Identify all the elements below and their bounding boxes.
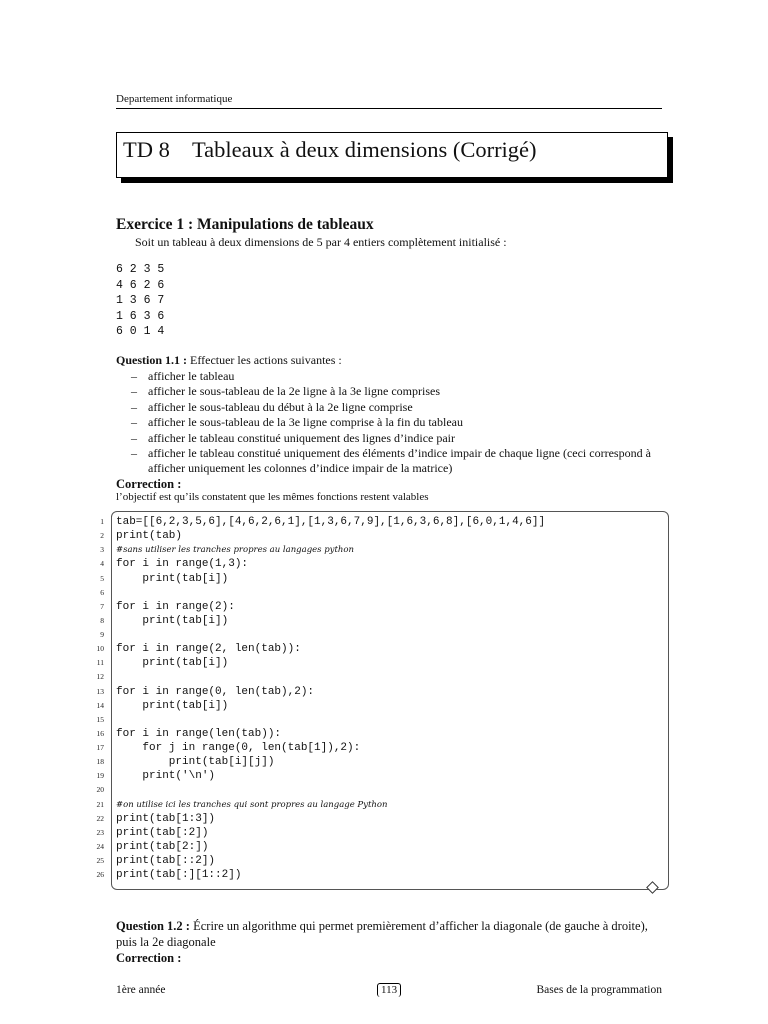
code-comment: #on utilise ici les tranches qui sont propres au langage Python (116, 799, 388, 810)
code-text: print(tab[:2]) (116, 826, 209, 839)
question-1-2 (116, 919, 666, 950)
line-number: 25 (96, 856, 104, 865)
matrix-row: 6 2 3 5 (116, 263, 165, 276)
header-department: Departement informatique (116, 93, 233, 105)
code-text: print(tab[:][1::2]) (116, 869, 242, 882)
line-number: 12 (96, 672, 104, 682)
line-number: 16 (96, 728, 104, 738)
code-text: print(tab[i]) (116, 614, 229, 627)
code-text: for i in range(0, len(tab),2): (116, 685, 315, 698)
line-number: 6 (100, 587, 104, 597)
list-item: – afficher le tableau constitué uniquement des éléments d’indice impair de chaque ligne (ceci correspond à afficher uniquement les colonnes d’indice impair de la matrice) (131, 446, 671, 477)
code-text: print(tab[i][j]) (116, 756, 275, 769)
line-number: 19 (96, 771, 104, 781)
question-1-1 (116, 353, 342, 368)
code-text: print(tab[2:]) (116, 840, 209, 853)
matrix-row: 6 0 1 4 (116, 325, 165, 338)
correction-1-2-label: Correction : (116, 951, 182, 965)
exercise-title: Exercice 1 : Manipulations de tableaux (116, 216, 374, 233)
line-number: 20 (96, 785, 104, 795)
code-text: for i in range(2, len(tab)): (116, 643, 301, 656)
line-number: 13 (96, 686, 104, 696)
question-1-1-label: Question 1.1 : (116, 353, 188, 367)
line-number: 5 (100, 573, 104, 583)
list-item: – afficher le sous-tableau de la 3e ligne comprise à la fin du tableau (131, 415, 671, 430)
code-text: for j in range(0, len(tab[1]),2): (116, 742, 361, 754)
list-item: – afficher le sous-tableau de la 2e ligne à la 3e ligne comprises (131, 384, 671, 399)
line-number: 10 (96, 644, 104, 654)
question-1-2-text: Écrire un algorithme qui permet premièrement d’afficher la diagonale (de gauche à droite), puis la 2e diagonale (116, 919, 648, 949)
code-text: print(tab) (116, 530, 183, 543)
footer-course: Bases de la programmation (536, 984, 662, 996)
code-text: print(tab[i]) (116, 657, 229, 670)
code-text: print(tab[1:3]) (116, 812, 216, 825)
footer-year: 1ère année (116, 984, 166, 996)
exercise-intro: Soit un tableau à deux dimensions de 5 par 4 entiers complètement initialisé : (135, 235, 507, 249)
line-number: 18 (96, 757, 104, 767)
list-item: – afficher le sous-tableau du début à la 2e ligne comprise (131, 400, 671, 415)
code-text: print('\n') (116, 770, 216, 783)
code-text: for i in range(2): (116, 600, 235, 613)
line-number: 15 (96, 714, 104, 724)
code-gutter-rule (111, 516, 112, 884)
page-title: TD 8 Tableaux à deux dimensions (Corrigé) (123, 137, 537, 162)
line-number: 9 (100, 630, 104, 639)
correction-1-1-note: l’objectif est qu’ils constatent que les mêmes fonctions restent valables (116, 491, 429, 503)
list-item: – afficher le tableau (131, 369, 671, 384)
line-number: 1 (100, 517, 104, 526)
matrix-row: 4 6 2 6 (116, 278, 165, 292)
matrix-row: 1 3 6 7 (116, 294, 165, 307)
title-box (116, 132, 668, 178)
code-comment: #sans utiliser les tranches propres au langages python (116, 545, 354, 556)
matrix-row: 1 6 3 6 (116, 309, 165, 323)
line-number: 8 (100, 615, 104, 625)
line-number: 4 (100, 559, 104, 569)
code-text: print(tab[::2]) (116, 855, 216, 867)
header-rule (116, 108, 662, 109)
question-1-1-text: Effectuer les actions suivantes : (187, 353, 342, 367)
line-number: 3 (100, 545, 104, 555)
code-text: print(tab[i]) (116, 699, 229, 712)
line-number: 11 (96, 658, 104, 668)
code-text: tab=[[6,2,3,5,6],[4,6,2,6,1],[1,3,6,7,9],[1,6,3,6,8],[6,0,1,4,6]] (116, 516, 546, 528)
line-number: 17 (96, 743, 104, 752)
question-1-2-label: Question 1.2 : (116, 919, 190, 933)
line-number: 22 (96, 813, 104, 823)
line-number: 14 (96, 700, 104, 710)
matrix (116, 262, 164, 340)
code-text: for i in range(1,3): (116, 558, 249, 571)
correction-1-1-label: Correction : (116, 477, 182, 491)
code-text: print(tab[i]) (116, 572, 229, 585)
line-number: 26 (96, 870, 104, 880)
line-number: 7 (100, 601, 104, 611)
code-text: for i in range(len(tab)): (116, 727, 282, 740)
line-number: 2 (100, 531, 104, 541)
footer-page-number: 113 (377, 983, 401, 997)
line-number: 24 (96, 841, 104, 851)
list-item: – afficher le tableau constitué uniquement des lignes d’indice pair (131, 431, 671, 446)
question-1-1-list (131, 369, 671, 477)
line-number: 23 (96, 827, 104, 837)
line-number: 21 (96, 799, 104, 809)
